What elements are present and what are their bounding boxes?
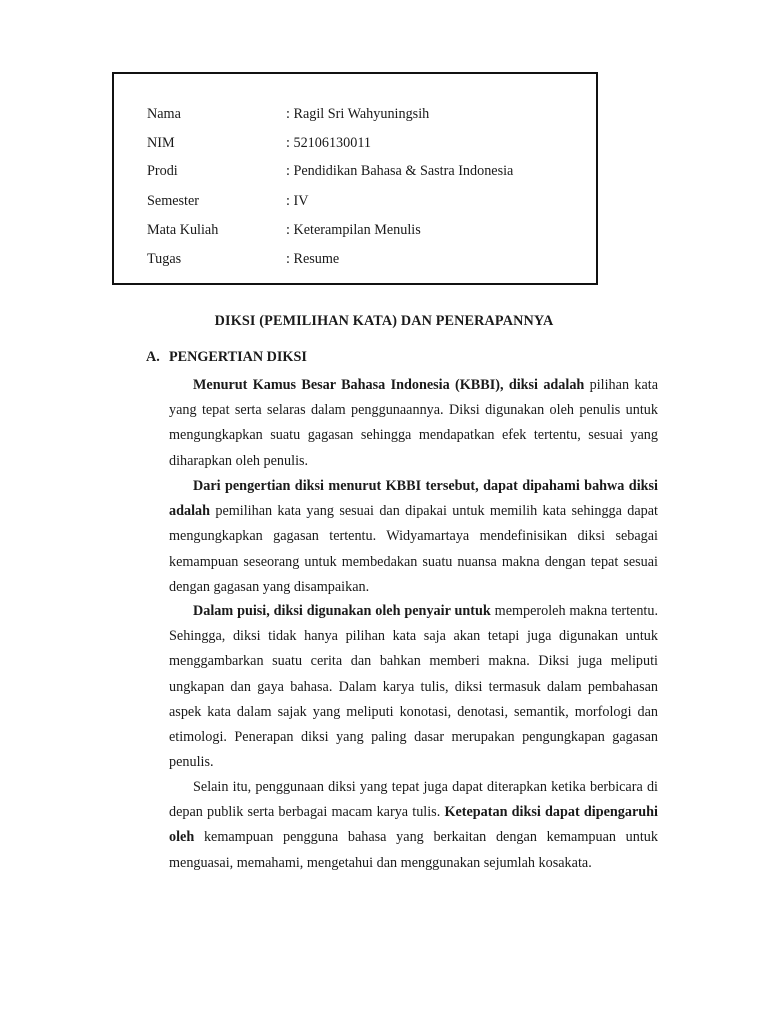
paragraph-1 [169, 373, 658, 474]
identity-row-tugas [147, 249, 340, 269]
paragraph-3 [169, 599, 658, 775]
paragraph-4 [169, 775, 658, 876]
paragraph-text-tail: kemampuan pengguna bahasa yang berkaitan dengan kemampuan untuk menguasai, memahami, mengetahui dan menggunakan sejumlah kosakata. [169, 829, 658, 871]
identity-value: : Resume [286, 251, 340, 267]
identity-box [112, 72, 598, 285]
paragraph-bold-lead: Dalam puisi, diksi digunakan oleh penyair untuk [193, 603, 491, 619]
paragraph-bold-inline: Ketepatan diksi dapat dipengaruhi oleh [169, 804, 659, 846]
identity-label: NIM [147, 135, 175, 151]
section-heading: PENGERTIAN DIKSI [169, 349, 307, 365]
paragraph-text: pemilihan kata yang sesuai dan dipakai untuk memilih kata sehingga dapat mengungkapkan gagasan tertentu. Widyamartaya mendefinisikan diksi sebagai kemampuan seseorang untuk membedakan suatu nuansa makna dengan tepat sesuai dengan gagasan yang disampaikan. [169, 503, 658, 595]
paragraph-bold-lead: Dari pengertian diksi menurut KBBI tersebut, dapat dipahami bahwa diksi adalah [169, 478, 658, 520]
identity-label: Mata Kuliah [147, 222, 219, 238]
identity-row-mata-kuliah [147, 220, 421, 240]
identity-row-nama [147, 104, 430, 124]
identity-value: : Keterampilan Menulis [286, 222, 421, 238]
identity-label: Tugas [147, 251, 182, 267]
paragraph-bold-lead: Menurut Kamus Besar Bahasa Indonesia (KBBI), diksi adalah [193, 377, 585, 393]
identity-value: : 52106130011 [286, 135, 371, 151]
identity-label: Semester [147, 193, 200, 209]
identity-row-nim [147, 133, 371, 153]
identity-value: : Ragil Sri Wahyuningsih [286, 106, 430, 122]
identity-value: : Pendidikan Bahasa & Sastra Indonesia [286, 163, 514, 179]
identity-label: Nama [147, 106, 181, 122]
identity-row-prodi [147, 161, 514, 181]
identity-label: Prodi [147, 163, 178, 179]
paragraph-text: memperoleh makna tertentu. Sehingga, diksi tidak hanya pilihan kata saja akan tetapi juga digunakan untuk menggambarkan suatu cerita dan bahkan memberi makna. Diksi juga meliputi ungkapan dan gaya bahasa. Dalam karya tulis, diksi termasuk dalam pembahasan aspek kata dalam sajak yang meliputi konotasi, denotasi, semantik, morfologi dan etimologi. Penerapan diksi yang paling dasar merupakan pengungkapan gagasan penulis. [169, 603, 659, 771]
paragraph-2 [169, 474, 658, 600]
identity-row-semester [147, 191, 309, 211]
paragraph-text: Selain itu, penggunaan diksi yang tepat juga dapat diterapkan ketika berbicara di depan publik serta berbagai macam karya tulis. [169, 779, 658, 821]
identity-value: : IV [286, 193, 309, 209]
document-title: DIKSI (PEMILIHAN KATA) DAN PENERAPANNYA [214, 313, 554, 329]
section-letter: A. [146, 349, 160, 365]
paragraph-text: pilihan kata yang tepat serta selaras dalam penggunaannya. Diksi digunakan oleh penulis untuk mengungkapkan suatu gagasan sehingga mendapatkan efek tertentu, sesuai yang diharapkan oleh penulis. [169, 377, 658, 469]
